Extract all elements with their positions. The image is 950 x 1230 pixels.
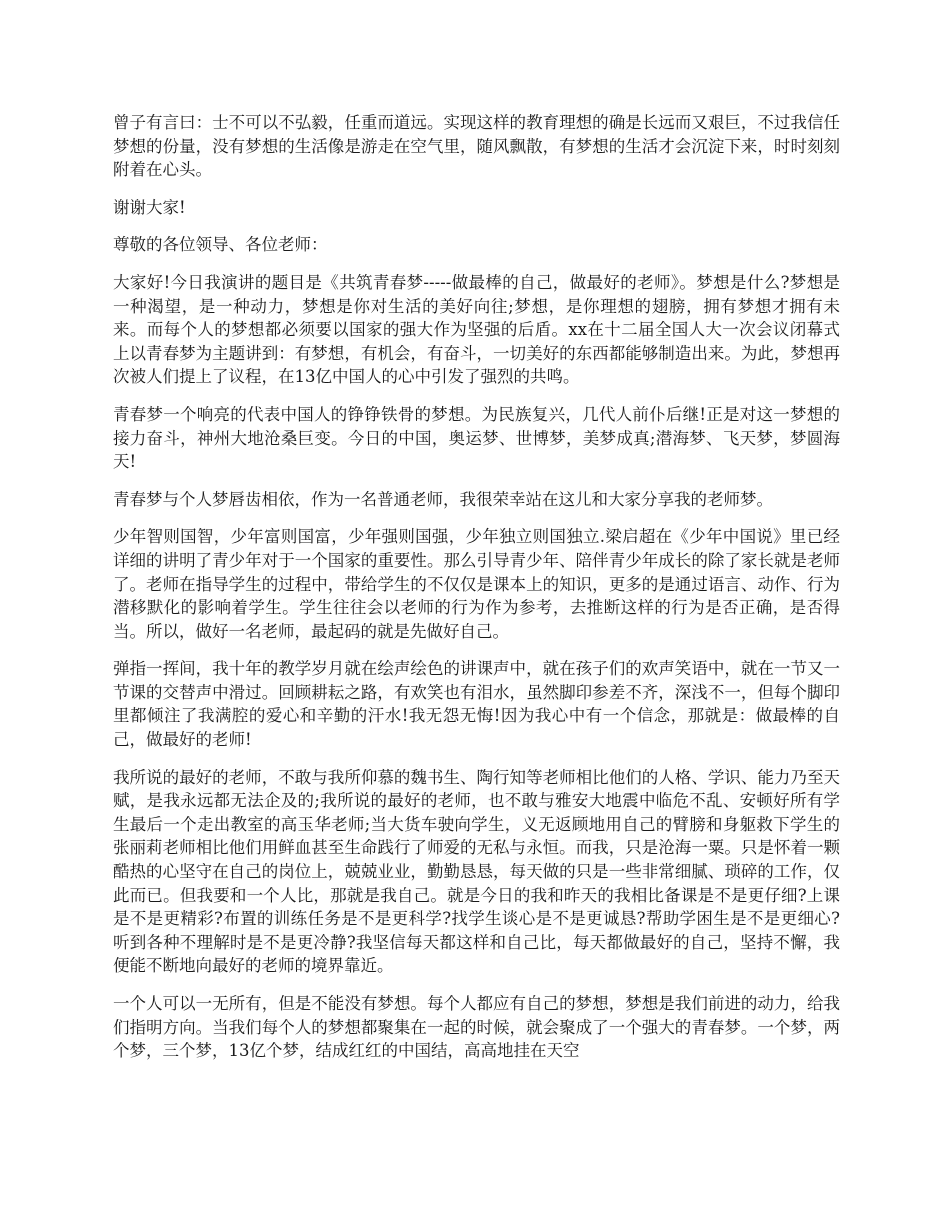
- paragraph-10: 一个人可以一无所有，但是不能没有梦想。每个人都应有自己的梦想，梦想是我们前进的动力，给我们指明方向。当我们每个人的梦想都聚集在一起的时候，就会聚成了一个强大的青春梦。一个梦，两个梦，三个梦，13亿个梦，结成红红的中国结，高高地挂在天空: [113, 994, 840, 1061]
- paragraph-7: 少年智则国智，少年富则国富，少年强则国强，少年独立则国独立.梁启超在《少年中国说》里已经详细的讲明了青少年对于一个国家的重要性。那么引导青少年、陪伴青少年成长的除了家长就是老师了。老师在指导学生的过程中，带给学生的不仅仅是课本上的知识，更多的是通过语言、动作、行为潜移默化的影响着学生。学生往往会以老师的行为作为参考，去推断这样的行为是否正确，是否得当。所以，做好一名老师，最起码的就是先做好自己。: [113, 527, 840, 641]
- paragraph-9: 我所说的最好的老师，不敢与我所仰慕的魏书生、陶行知等老师相比他们的人格、学识、能力乃至天赋，是我永远都无法企及的;我所说的最好的老师，也不敢与雅安大地震中临危不乱、安顿好所有学生最后一个走出教室的高玉华老师;当大货车驶向学生，义无返顾地用自己的臂膀和身躯救下学生的张丽莉老师相比他们用鲜血甚至生命践行了师爱的无私与永恒。而我，只是沧海一粟。只是怀着一颗酷热的心坚守在自己的岗位上，兢兢业业，勤勤恳恳，每天做的只是一些非常细腻、琐碎的工作，仅此而已。但我要和一个人比，那就是我自己。就是今日的我和昨天的我相比备课是不是更仔细?上课是不是更精彩?布置的训练任务是不是更科学?找学生谈心是不是更诚恳?帮助学困生是不是更细心?听到各种不理解时是不是更冷静?我坚信每天都这样和自己比，每天都做最好的自己，坚持不懈，我便能不断地向最好的老师的境界靠近。: [113, 767, 840, 976]
- document-body: [113, 111, 840, 1077]
- paragraph-1: 曾子有言曰：士不可以不弘毅，任重而道远。实现这样的教育理想的确是长远而又艰巨，不过我信任梦想的份量，没有梦想的生活像是游走在空气里，随风飘散，有梦想的生活才会沉淀下来，时时刻刻附着在心头。: [113, 113, 840, 180]
- paragraph-5: 青春梦一个响亮的代表中国人的铮铮铁骨的梦想。为民族复兴，几代人前仆后继!正是对这一梦想的接力奋斗，神州大地沧桑巨变。今日的中国，奥运梦、世博梦，美梦成真;潜海梦、飞天梦，梦圆海天!: [113, 404, 840, 472]
- paragraph-8: 弹指一挥间，我十年的教学岁月就在绘声绘色的讲课声中，就在孩子们的欢声笑语中，就在一节又一节课的交替声中滑过。回顾耕耘之路，有欢笑也有泪水，虽然脚印参差不齐，深浅不一，但每个脚印里都倾注了我满腔的爱心和辛勤的汗水!我无怨无悔!因为我心中有一个信念，那就是：做最棒的自己，做最好的老师!: [113, 659, 840, 750]
- paragraph-2: 谢谢大家!: [113, 197, 186, 217]
- paragraph-3: 尊敬的各位领导、各位老师：: [113, 235, 328, 255]
- paragraph-4: 大家好!今日我演讲的题目是《共筑青春梦-----做最棒的自己，做最好的老师》。梦想是什么?梦想是一种渴望，是一种动力，梦想是你对生活的美好向往;梦想，是你理想的翅膀，拥有梦想才拥有未来。而每个人的梦想都必须要以国家的强大作为坚强的后盾。xx在十二届全国人大一次会议闭幕式上以青春梦为主题讲到：有梦想，有机会，有奋斗，一切美好的东西都能够制造出来。为此，梦想再次被人们提上了议程，在13亿中国人的心中引发了强烈的共鸣。: [113, 272, 840, 387]
- paragraph-6: 青春梦与个人梦唇齿相依，作为一名普通老师，我很荣幸站在这儿和大家分享我的老师梦。: [113, 489, 773, 509]
